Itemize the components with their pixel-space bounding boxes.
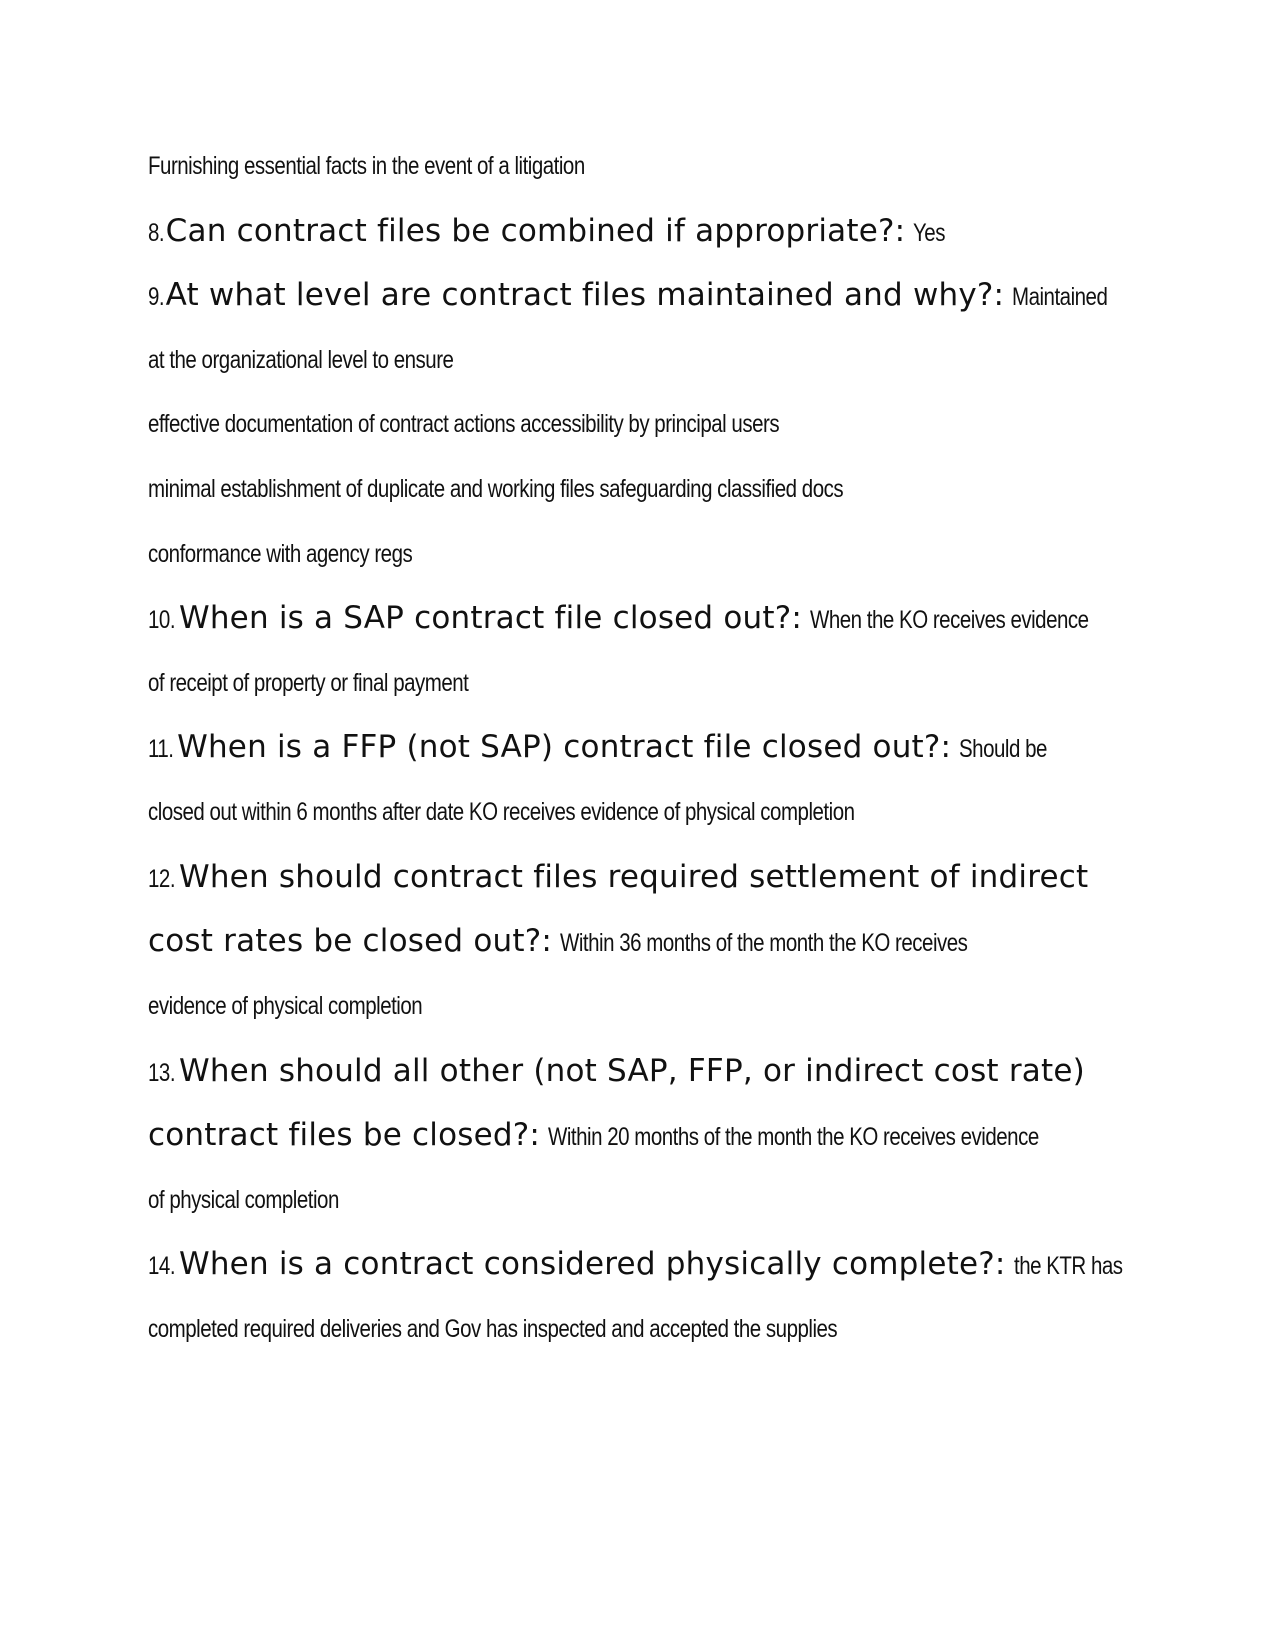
answer-line [148, 132, 1138, 200]
answer-line [148, 649, 1138, 717]
question-text: contract files be closed?: [148, 1117, 541, 1153]
answer-text: the KTR has [1013, 1252, 1123, 1280]
answer-text: of physical completion [148, 1186, 339, 1214]
question-number: 12. [148, 865, 176, 893]
question-number: 13. [148, 1059, 176, 1087]
answer-text: effective documentation of contract actions accessibility by principal users [148, 410, 780, 438]
question-line-9 [148, 261, 1138, 329]
answer-line [148, 972, 1138, 1040]
answer-text: Maintained [1012, 283, 1108, 311]
answer-text: of receipt of property or final payment [148, 669, 469, 697]
answer-text: at the organizational level to ensure [148, 346, 454, 374]
question-number: 9. [148, 283, 165, 311]
question-text: At what level are contract files maintained and why?: [165, 277, 1005, 313]
question-continuation-line [148, 1101, 1138, 1169]
question-text: When should all other (not SAP, FFP, or indirect cost rate) [178, 1053, 1085, 1089]
answer-text: completed required deliveries and Gov has inspected and accepted the supplies [148, 1315, 838, 1343]
question-line-12 [148, 843, 1138, 911]
question-number: 8. [148, 219, 165, 247]
question-text: When should contract files required settlement of indirect [178, 859, 1089, 895]
question-text: When is a SAP contract file closed out?: [178, 600, 803, 636]
answer-line [148, 390, 1138, 458]
question-continuation-line [148, 907, 1138, 975]
answer-text: Within 36 months of the month the KO receives [560, 929, 968, 957]
answer-text: conformance with agency regs [148, 540, 413, 568]
question-line-13 [148, 1037, 1138, 1105]
question-text: cost rates be closed out?: [148, 923, 552, 959]
answer-text: Yes [913, 219, 946, 247]
answer-text: closed out within 6 months after date KO receives evidence of physical completion [148, 798, 855, 826]
question-line-10 [148, 584, 1138, 652]
question-number: 11. [148, 735, 174, 763]
answer-text: minimal establishment of duplicate and working files safeguarding classified docs [148, 475, 844, 503]
question-number: 10. [148, 606, 176, 634]
question-text: Can contract files be combined if appropriate?: [165, 213, 906, 249]
question-number: 14. [148, 1252, 176, 1280]
answer-text: When the KO receives evidence [810, 606, 1089, 634]
answer-line [148, 1295, 1138, 1363]
answer-text: evidence of physical completion [148, 992, 423, 1020]
question-line-11 [148, 713, 1138, 781]
answer-text: Within 20 months of the month the KO receives evidence [548, 1123, 1039, 1151]
question-text: When is a FFP (not SAP) contract file closed out?: [177, 729, 952, 765]
question-line-14 [148, 1230, 1138, 1298]
question-text: When is a contract considered physically complete?: [178, 1246, 1006, 1282]
answer-line [148, 778, 1138, 846]
answer-text: Furnishing essential facts in the event of a litigation [148, 152, 585, 180]
answer-text: Should be [959, 735, 1048, 763]
question-line-8 [148, 197, 1138, 265]
answer-line [148, 455, 1138, 523]
answer-line [148, 326, 1138, 394]
answer-line [148, 1166, 1138, 1234]
answer-line [148, 520, 1138, 588]
